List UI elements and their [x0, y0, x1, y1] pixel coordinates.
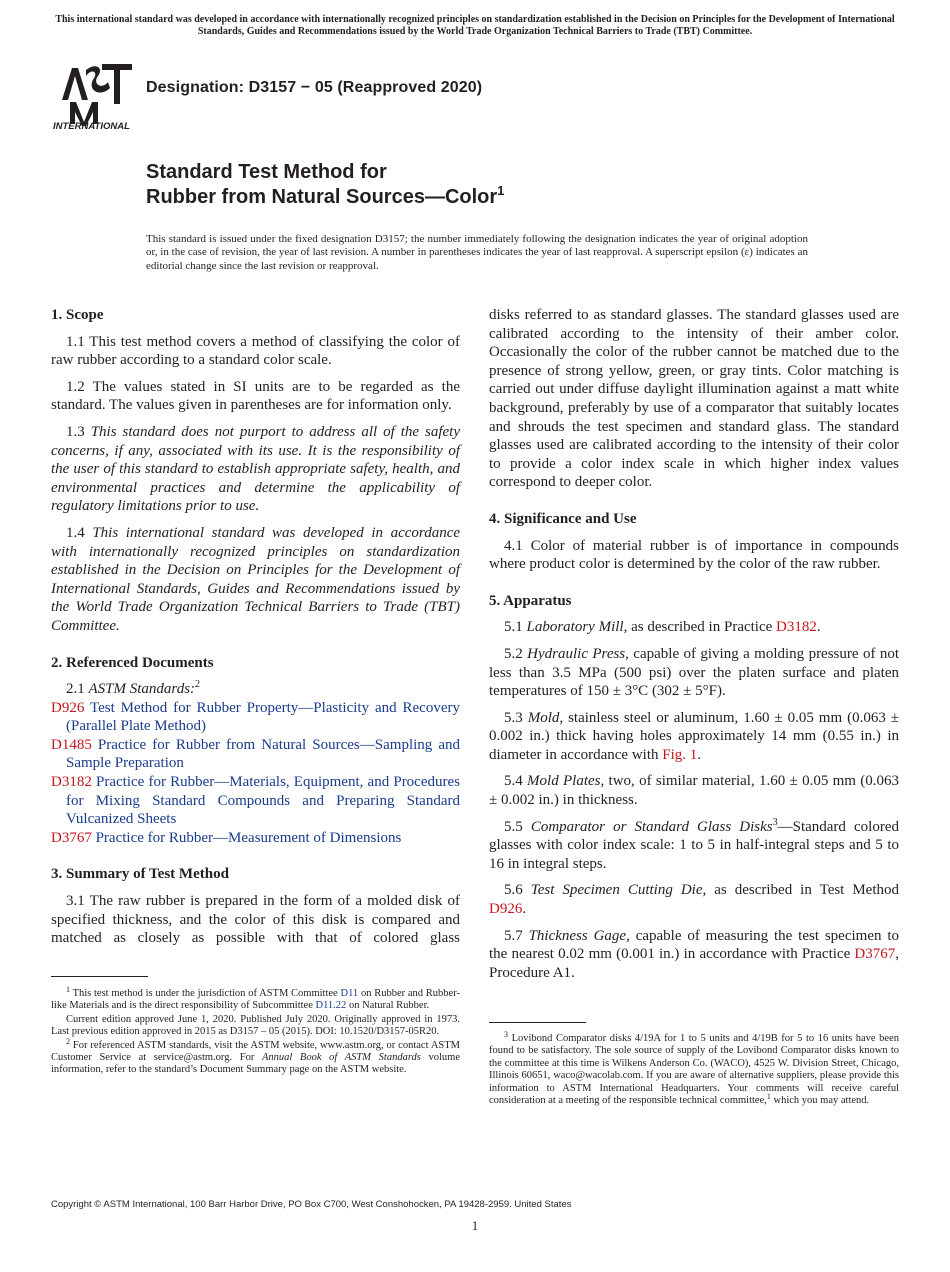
section-heading-apparatus: 5. Apparatus [489, 592, 572, 609]
para-1-1: 1.1 This test method covers a method of classifying the color of raw rubber according to a standard color scale. [51, 333, 460, 369]
footnote-2: $^2$ For referenced ASTM standards, visit the ASTM website, www.astm.org, or contact ASTM Customer Service at service@astm.org. For Annual Book of ASTM Standards volume information, refer to the standard’s Document Summary page on the ASTM website. [51, 1036, 460, 1076]
para-1-4: 1.4 This international standard was developed in accordance with internationally recognized principles on standardization established in the Decision on Principles for the Development of International Standards, Guides and Recommendations issued by the World Trade Organization Technical Barriers to Trade (TBT) Committee. [51, 524, 461, 634]
footnote-1: $^1$ This test method is under the jurisdiction of ASTM Committee D11 on Rubber and Rubber-like Materials and is the direct responsibility of Subcommittee D11.22 on Natural Rubber. [51, 985, 460, 1012]
para-3-1-continued: disks referred to as standard glasses. The standard glasses used are calibrated according to the intensity of their amber color. Occasionally the color of the rubber cannot be matched due to the presence of strong yellow, green, or gray tints. Color matching is carried out under diffuse daylight illumination against a matt white background, preferably by use of a comparator that suitably locates and shrouds the test specimen and standard glass. The standard glasses used are calibrated according to the intensity of their color to provide a color index scale in which higher index values correspond to deeper color. [489, 307, 899, 491]
document-title [146, 160, 504, 210]
footnote-3: $^3$ Lovibond Comparator disks 4/19A for 1 to 5 units and 4/19B for 5 to 16 units have been found to be satisfactory. The sole source of supply of the Lovibond Comparator disks known to the committee at this time is Wilkens Anderson Co. (WACO), 4525 W. Division Street, Chicago, Illinois 60651, waco@wacolab.com. If you are aware of alternative suppliers, please provide this information to ASTM International Headquarters. Your comments will receive careful consideration at a meeting of the responsible technical committee,$^1$ which you may attend. [489, 1030, 899, 1107]
reference-d3182[interactable]: D3182 Practice for Rubber—Materials, Equipment, and Procedures for Mixing Standard Compounds and Preparing Standard Vulcanized Sheets [51, 774, 460, 828]
link-d11[interactable]: D11 [340, 988, 359, 999]
para-3-1: 3.1 The raw rubber is prepared in the form of a molded disk of specified thickness, and the color of this disk is compared and matched as closely as possible with that of colored glass [51, 893, 460, 947]
reference-d1485[interactable]: D1485 Practice for Rubber from Natural Sources—Sampling and Sample Preparation [51, 736, 460, 772]
footnote-rule-left [51, 976, 148, 977]
footnotes-left [51, 985, 460, 1078]
link-fig-1[interactable]: Fig. 1 [662, 746, 698, 763]
footnote-rule-right [489, 1022, 586, 1023]
para-4-1: 4.1 Color of material rubber is of importance in compounds where product color is determined by the color of the raw rubber. [489, 537, 899, 573]
title-footnote-ref[interactable]: 1 [497, 183, 505, 198]
astm-logo-icon [52, 56, 136, 132]
right-column [489, 306, 899, 982]
para-2-1: 2.1 ASTM Standards:$^2$ [66, 679, 201, 698]
para-5-2: 5.2 Hydraulic Press, capable of giving a molding pressure of not less than 3.5 MPa (500 psi) over the platen surface and platen temperatures of 150 ± 3°C (302 ± 5°F). [489, 645, 900, 700]
reference-d926[interactable]: D926 Test Method for Rubber Property—Plasticity and Recovery (Parallel Plate Method) [51, 699, 460, 735]
title-line-2: Rubber from Natural Sources—Color$^1$ [146, 183, 505, 208]
para-5-4: 5.4 Mold Plates, two, of similar material, 1.60 ± 0.05 mm (0.063 ± 0.002 in.) in thickness. [489, 773, 900, 809]
para-5-7: 5.7 Thickness Gage, capable of measuring the test specimen to the nearest 0.02 mm (0.001 in.) in accordance with Practice D3767, Procedure A1. [489, 927, 899, 981]
para-5-3: 5.3 Mold, stainless steel or aluminum, 1.60 ± 0.05 mm (0.063 ± 0.002 in.) thick having holes approximately 14 mm (0.55 in.) in diameter in accordance with Fig. 1. [489, 709, 900, 763]
page-number: 1 [471, 1218, 479, 1233]
section-heading-summary: 3. Summary of Test Method [51, 866, 229, 883]
copyright: Copyright © ASTM International, 100 Barr Harbor Drive, PO Box C700, West Conshohocken, PA 19428-2959. United States [51, 1199, 572, 1210]
logo-subtitle: INTERNATIONAL [53, 121, 130, 132]
para-1-3: 1.3 This standard does not purport to address all of the safety concerns, if any, associated with its use. It is the responsibility of the user of this standard to establish appropriate safety, health, and environmental practices and determine the applicability of regulatory limitations prior to use. [51, 423, 461, 515]
link-d11-22[interactable]: D11.22 [315, 1000, 347, 1012]
para-5-1: 5.1 Laboratory Mill, as described in Practice D3182. [504, 619, 821, 636]
issuance-note: This standard is issued under the fixed designation D3157; the number immediately following the designation indicates the year of original adoption or, in the case of revision, the year of last revision. A number in parentheses indicates the year of last reapproval. A superscript epsilon (ε) indicates an editorial change since the last revision or reapproval. [146, 233, 808, 272]
section-heading-significance: 4. Significance and Use [489, 510, 637, 527]
section-heading-scope: 1. Scope [51, 307, 104, 323]
section-heading-referenced-documents: 2. Referenced Documents [51, 654, 214, 671]
reference-d3767[interactable]: D3767 Practice for Rubber—Measurement of Dimensions [51, 829, 402, 846]
designation: Designation: D3157 − 05 (Reapproved 2020) [146, 79, 483, 96]
link-d926[interactable]: D926 [489, 901, 523, 918]
title-line-1: Standard Test Method for [146, 161, 387, 183]
left-column [51, 306, 460, 948]
link-d3767[interactable]: D3767 [854, 946, 896, 963]
footnote-1-edition: Current edition approved June 1, 2020. Published July 2020. Originally approved in 1973. Last previous edition approved in 2015 as D3157 – 05 (2015). DOI: 10.1520/D3157-05R20. [51, 1013, 460, 1038]
para-1-2: 1.2 The values stated in SI units are to be regarded as the standard. The values given in parentheses are for information only. [51, 378, 460, 414]
top-notice: This international standard was developed in accordance with internationally recognized principles on standardization established in the Decision on Principles for the Development of International Standards, Guides and Recommendations issued by the World Trade Organization Technical Barriers to Trade (TBT) Committee. [55, 14, 895, 37]
link-d3182[interactable]: D3182 [776, 619, 817, 636]
para-5-5: 5.5 Comparator or Standard Glass Disks$^3$—Standard colored glasses with color index scale: 1 to 5 in half-integral steps and 5 to 16 in integral steps. [489, 816, 899, 872]
para-5-6: 5.6 Test Specimen Cutting Die, as described in Test Method D926. [489, 882, 900, 918]
footnotes-right [489, 1030, 899, 1108]
